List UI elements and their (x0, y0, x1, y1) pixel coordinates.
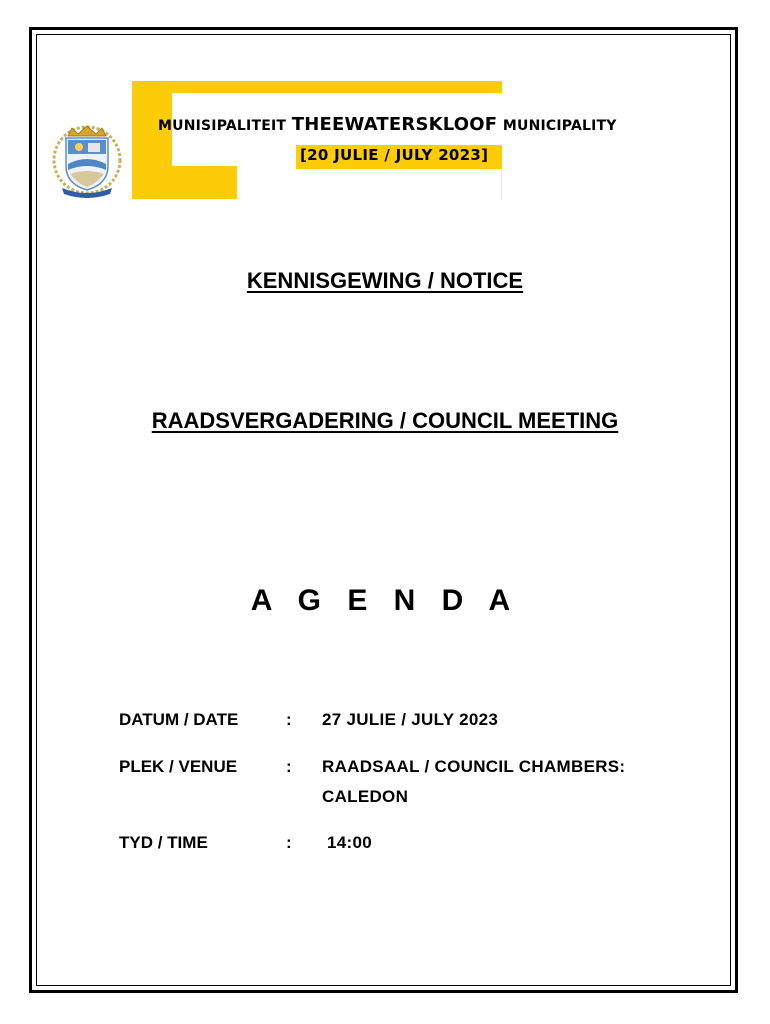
municipality-prefix: MUNISIPALITEIT (158, 118, 287, 134)
date-label: DATUM / DATE (119, 710, 239, 729)
date-value: 27 JULIE / JULY 2023 (322, 710, 499, 729)
municipality-core-name: THEEWATERSKLOOF (291, 114, 498, 135)
letterhead-divider (501, 170, 502, 200)
municipality-suffix: MUNICIPALITY (502, 118, 617, 134)
time-label: TYD / TIME (119, 833, 208, 852)
notice-title: KENNISGEWING / NOTICE (246, 268, 524, 293)
venue-label: PLEK / VENUE (119, 757, 238, 776)
date-separator: : (286, 710, 292, 729)
venue-separator: : (286, 757, 292, 776)
venue-value-line2: CALEDON (322, 787, 409, 806)
municipal-crest-icon (52, 124, 122, 198)
letterhead-bar-bottom (132, 166, 237, 199)
time-value: 14:00 (327, 833, 372, 852)
agenda-title: A G E N D A (250, 584, 520, 617)
time-separator: : (286, 833, 292, 852)
meeting-title: RAADSVERGADERING / COUNCIL MEETING (151, 408, 619, 433)
letterhead-bar-top (132, 81, 502, 93)
venue-value-line1: RAADSAAL / COUNCIL CHAMBERS: (322, 757, 626, 776)
municipality-name (158, 114, 617, 135)
letterhead-date: [20 JULIE / JULY 2023] (300, 146, 489, 164)
